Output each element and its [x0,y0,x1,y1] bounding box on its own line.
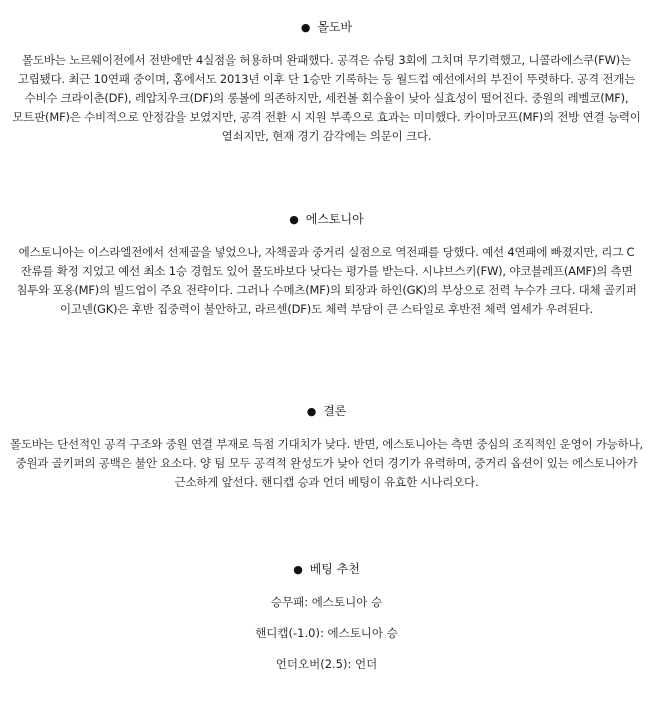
bullet-icon: ● [289,213,299,226]
section-body: 몰도바는 노르웨이전에서 전반에만 4실점을 허용하며 완패했다. 공격은 슈팅 3회에 그치며 무기력했고, 니콜라에스쿠(FW)는 고립됐다. 최근 10연패 중이며, 홈에서도 2013년 이후 단 1승만 기록하는 등 월드컵 예선에서의 부진이 뚜렷하다. 공격 전개는 수비수 크라이춘(DF), 레압치우크(DF)의 롱볼에 의존하지만, 세컨볼 회수율이 낮아 실효성이 떨어진다. 중원의 레벨코(MF), 모트판(MF)은 수비적으로 안정감을 보였지만, 공격 전환 시 지원 부족으로 효과는 미미했다. 카이마코프(MF)의 전방 연결 능력이 열쇠지만, 현재 경기 감각에는 의문이 크다. [12,53,641,143]
section-heading [10,18,643,37]
recommendation-win-draw-loss: 승무패: 에스토니아 승 [270,595,383,609]
section-title: 몰도바 [317,20,353,34]
section-heading [10,402,643,421]
recommendation-handicap: 핸디캡(-1.0): 에스토니아 승 [255,626,398,640]
section-title: 에스토니아 [305,212,364,226]
recommendation-over-under: 언더오버(2.5): 언더 [275,657,378,671]
bullet-icon: ● [300,21,311,34]
section-betting-recommendation [10,560,643,686]
section-body: 에스토니아는 이스라엘전에서 선제골을 넣었으나, 자책골과 중거리 실점으로 역전패를 당했다. 예선 4연패에 빠졌지만, 리그 C 잔류를 확정 지었고 예선 최소 1승 경험도 있어 몰도바보다 낫다는 평가를 받는다. 시냐브스키(FW), 야코블레프(AMF)의 측면 침투와 포옹(MF)의 빌드업이 주요 전략이다. 그러나 수메츠(MF)의 퇴장과 하인(GK)의 부상으로 전력 누수가 크다. 대체 골키퍼 이고넨(GK)은 후반 집중력이 불안하고, 라르센(DF)도 체력 부담이 큰 스타일로 후반전 체력 열세가 우려된다. [16,245,637,316]
bullet-icon: ● [306,405,317,418]
section-title: 베팅 추천 [309,562,360,576]
section-conclusion [10,402,643,492]
section-estonia [10,210,643,319]
bullet-icon: ● [293,563,303,576]
section-title: 결론 [323,404,347,418]
section-heading [10,560,643,579]
section-heading [10,210,643,229]
section-moldova [10,18,643,146]
section-body: 몰도바는 단선적인 공격 구조와 중원 연결 부재로 득점 기대치가 낮다. 반면, 에스토니아는 측면 중심의 조직적인 운영이 가능하나, 중원과 골키퍼의 공백은 불안 요소다. 양 팀 모두 공격적 완성도가 낮아 언더 경기가 유력하며, 중거리 옵션이 있는 에스토니아가 근소하게 앞선다. 핸디캡 승과 언더 베팅이 유효한 시나리오다. [10,437,643,489]
